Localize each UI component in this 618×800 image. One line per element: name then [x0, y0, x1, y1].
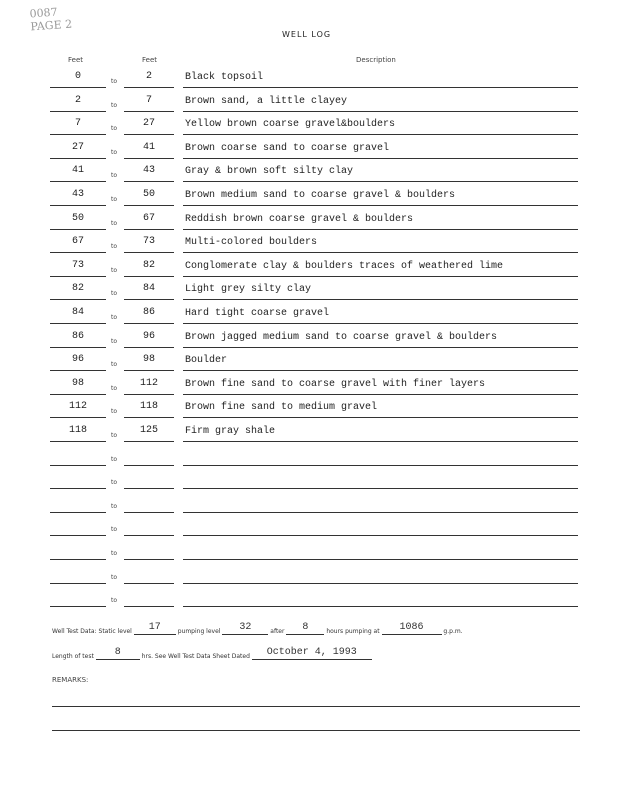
description-field[interactable]: Reddish brown coarse gravel & boulders: [183, 212, 578, 230]
to-depth-field[interactable]: 67: [124, 211, 174, 230]
to-label: to: [111, 125, 118, 133]
log-row: [0, 465, 618, 489]
log-row: [0, 347, 618, 371]
log-row: [0, 229, 618, 253]
from-depth-field[interactable]: 2: [50, 93, 106, 112]
description-field[interactable]: Brown medium sand to coarse gravel & boulders: [183, 188, 578, 206]
from-depth-field[interactable]: 27: [50, 140, 106, 159]
description-field[interactable]: [183, 589, 578, 607]
to-depth-field[interactable]: 125: [124, 423, 174, 442]
from-depth-field[interactable]: [50, 588, 106, 607]
description-field[interactable]: [183, 518, 578, 536]
description-field[interactable]: Brown coarse sand to coarse gravel: [183, 141, 578, 159]
to-label: to: [111, 597, 118, 605]
to-depth-field[interactable]: [124, 588, 174, 607]
stamp-line-2: PAGE 2: [30, 17, 73, 34]
after-label: after: [270, 628, 285, 635]
well-test-label: Well Test Data:: [52, 628, 97, 635]
remarks-line[interactable]: [52, 730, 580, 731]
hrs-label: hrs.: [141, 653, 153, 660]
from-depth-field[interactable]: 73: [50, 258, 106, 277]
header-from-feet: Feet: [68, 56, 84, 64]
to-depth-field[interactable]: 96: [124, 329, 174, 348]
from-depth-field[interactable]: [50, 517, 106, 536]
gpm-field[interactable]: 1086: [382, 622, 442, 635]
description-field[interactable]: Hard tight coarse gravel: [183, 306, 578, 324]
to-depth-field[interactable]: 73: [124, 234, 174, 253]
to-depth-field[interactable]: 112: [124, 376, 174, 395]
description-field[interactable]: Brown fine sand to coarse gravel with finer layers: [183, 377, 578, 395]
pumping-level-label: pumping level: [177, 628, 221, 635]
to-depth-field[interactable]: 118: [124, 399, 174, 418]
to-label: to: [111, 384, 118, 392]
description-field[interactable]: Conglomerate clay & boulders traces of weathered lime: [183, 259, 578, 277]
log-row: [0, 182, 618, 206]
to-label: to: [111, 573, 118, 581]
log-row: [0, 583, 618, 607]
to-depth-field[interactable]: 7: [124, 93, 174, 112]
hours-field[interactable]: 8: [286, 622, 324, 635]
from-depth-field[interactable]: 118: [50, 423, 106, 442]
from-depth-field[interactable]: [50, 447, 106, 466]
static-level-field[interactable]: 17: [134, 622, 176, 635]
test-sheet-date-field[interactable]: October 4, 1993: [252, 647, 372, 660]
description-field[interactable]: Light grey silty clay: [183, 282, 578, 300]
from-depth-field[interactable]: 67: [50, 234, 106, 253]
log-row: [0, 324, 618, 348]
from-depth-field[interactable]: 96: [50, 352, 106, 371]
log-row: [0, 536, 618, 560]
to-label: to: [111, 196, 118, 203]
remarks-line[interactable]: [52, 706, 580, 707]
from-depth-field[interactable]: 112: [50, 399, 106, 418]
length-of-test-label: Length of test: [52, 653, 94, 660]
pumping-level-field[interactable]: 32: [222, 622, 268, 635]
log-row: [0, 489, 618, 513]
from-depth-field[interactable]: 0: [50, 69, 106, 88]
to-depth-field[interactable]: 84: [124, 281, 174, 300]
log-row: [0, 253, 618, 277]
log-row: [0, 111, 618, 135]
page-title: WELL LOG: [282, 30, 332, 39]
log-row: [0, 442, 618, 466]
from-depth-field[interactable]: 41: [50, 163, 106, 182]
description-field[interactable]: [183, 566, 578, 584]
to-label: to: [111, 172, 118, 180]
from-depth-field[interactable]: 43: [50, 187, 106, 206]
description-field[interactable]: Brown sand, a little clayey: [183, 94, 578, 112]
log-row: [0, 512, 618, 536]
log-row: [0, 560, 618, 584]
well-test-line: [52, 622, 463, 635]
to-depth-field[interactable]: [124, 517, 174, 536]
to-depth-field[interactable]: [124, 565, 174, 584]
static-level-label: Static level: [98, 628, 132, 635]
to-depth-field[interactable]: [124, 447, 174, 466]
to-label: to: [111, 219, 118, 227]
description-field[interactable]: [183, 471, 578, 489]
description-field[interactable]: Boulder: [183, 353, 578, 371]
to-label: to: [111, 455, 118, 463]
to-label: to: [111, 243, 118, 251]
from-depth-field[interactable]: [50, 494, 106, 513]
description-field[interactable]: Brown fine sand to medium gravel: [183, 400, 578, 418]
from-depth-field[interactable]: [50, 541, 106, 560]
header-description: Description: [356, 56, 396, 64]
to-label: to: [111, 432, 118, 439]
remarks-label: REMARKS:: [52, 676, 89, 684]
to-depth-field[interactable]: 41: [124, 140, 174, 159]
to-depth-field[interactable]: [124, 470, 174, 489]
to-label: to: [111, 550, 118, 557]
gpm-label: g.p.m.: [443, 628, 463, 635]
log-row: [0, 206, 618, 230]
from-depth-field[interactable]: 84: [50, 305, 106, 324]
log-row: [0, 418, 618, 442]
to-depth-field[interactable]: [124, 541, 174, 560]
description-field[interactable]: Black topsoil: [183, 70, 578, 88]
see-test-sheet-label: See Well Test Data Sheet Dated: [154, 653, 250, 660]
from-depth-field[interactable]: 7: [50, 116, 106, 135]
to-label: to: [111, 148, 118, 156]
stamp-line-1: 0087: [29, 5, 58, 21]
description-field[interactable]: Brown jagged medium sand to coarse gravel & boulders: [183, 330, 578, 348]
log-row: [0, 300, 618, 324]
description-field[interactable]: [183, 542, 578, 560]
length-of-test-line: [52, 647, 372, 660]
log-row: [0, 276, 618, 300]
log-row: [0, 88, 618, 112]
from-depth-field[interactable]: [50, 470, 106, 489]
description-field[interactable]: Firm gray shale: [183, 424, 578, 442]
description-field[interactable]: Gray & brown soft silty clay: [183, 164, 578, 182]
log-row: [0, 371, 618, 395]
to-depth-field[interactable]: 50: [124, 187, 174, 206]
to-label: to: [111, 314, 118, 321]
description-field[interactable]: Yellow brown coarse gravel&boulders: [183, 117, 578, 135]
to-depth-field[interactable]: [124, 494, 174, 513]
to-label: to: [111, 266, 118, 274]
from-depth-field[interactable]: 50: [50, 211, 106, 230]
log-row: [0, 158, 618, 182]
description-field[interactable]: [183, 448, 578, 466]
description-field[interactable]: Multi-colored boulders: [183, 235, 578, 253]
to-label: to: [111, 526, 118, 534]
log-row: [0, 64, 618, 88]
to-depth-field[interactable]: 2: [124, 69, 174, 88]
log-row: [0, 135, 618, 159]
description-field[interactable]: [183, 495, 578, 513]
header-to-feet: Feet: [142, 56, 158, 64]
from-depth-field[interactable]: [50, 565, 106, 584]
length-of-test-field[interactable]: 8: [96, 647, 140, 660]
to-label: to: [111, 101, 118, 109]
log-row: [0, 394, 618, 418]
hours-pumping-label: hours pumping at: [326, 628, 380, 635]
to-depth-field[interactable]: 43: [124, 163, 174, 182]
to-label: to: [111, 337, 118, 345]
from-depth-field[interactable]: 98: [50, 376, 106, 395]
to-depth-field[interactable]: 27: [124, 116, 174, 135]
to-label: to: [111, 78, 118, 85]
to-depth-field[interactable]: 98: [124, 352, 174, 371]
page-stamp: [29, 5, 72, 34]
from-depth-field[interactable]: 86: [50, 329, 106, 348]
to-label: to: [111, 361, 118, 369]
to-depth-field[interactable]: 82: [124, 258, 174, 277]
from-depth-field[interactable]: 82: [50, 281, 106, 300]
to-label: to: [111, 290, 118, 298]
to-label: to: [111, 408, 118, 416]
to-depth-field[interactable]: 86: [124, 305, 174, 324]
to-label: to: [111, 502, 118, 510]
to-label: to: [111, 479, 118, 487]
